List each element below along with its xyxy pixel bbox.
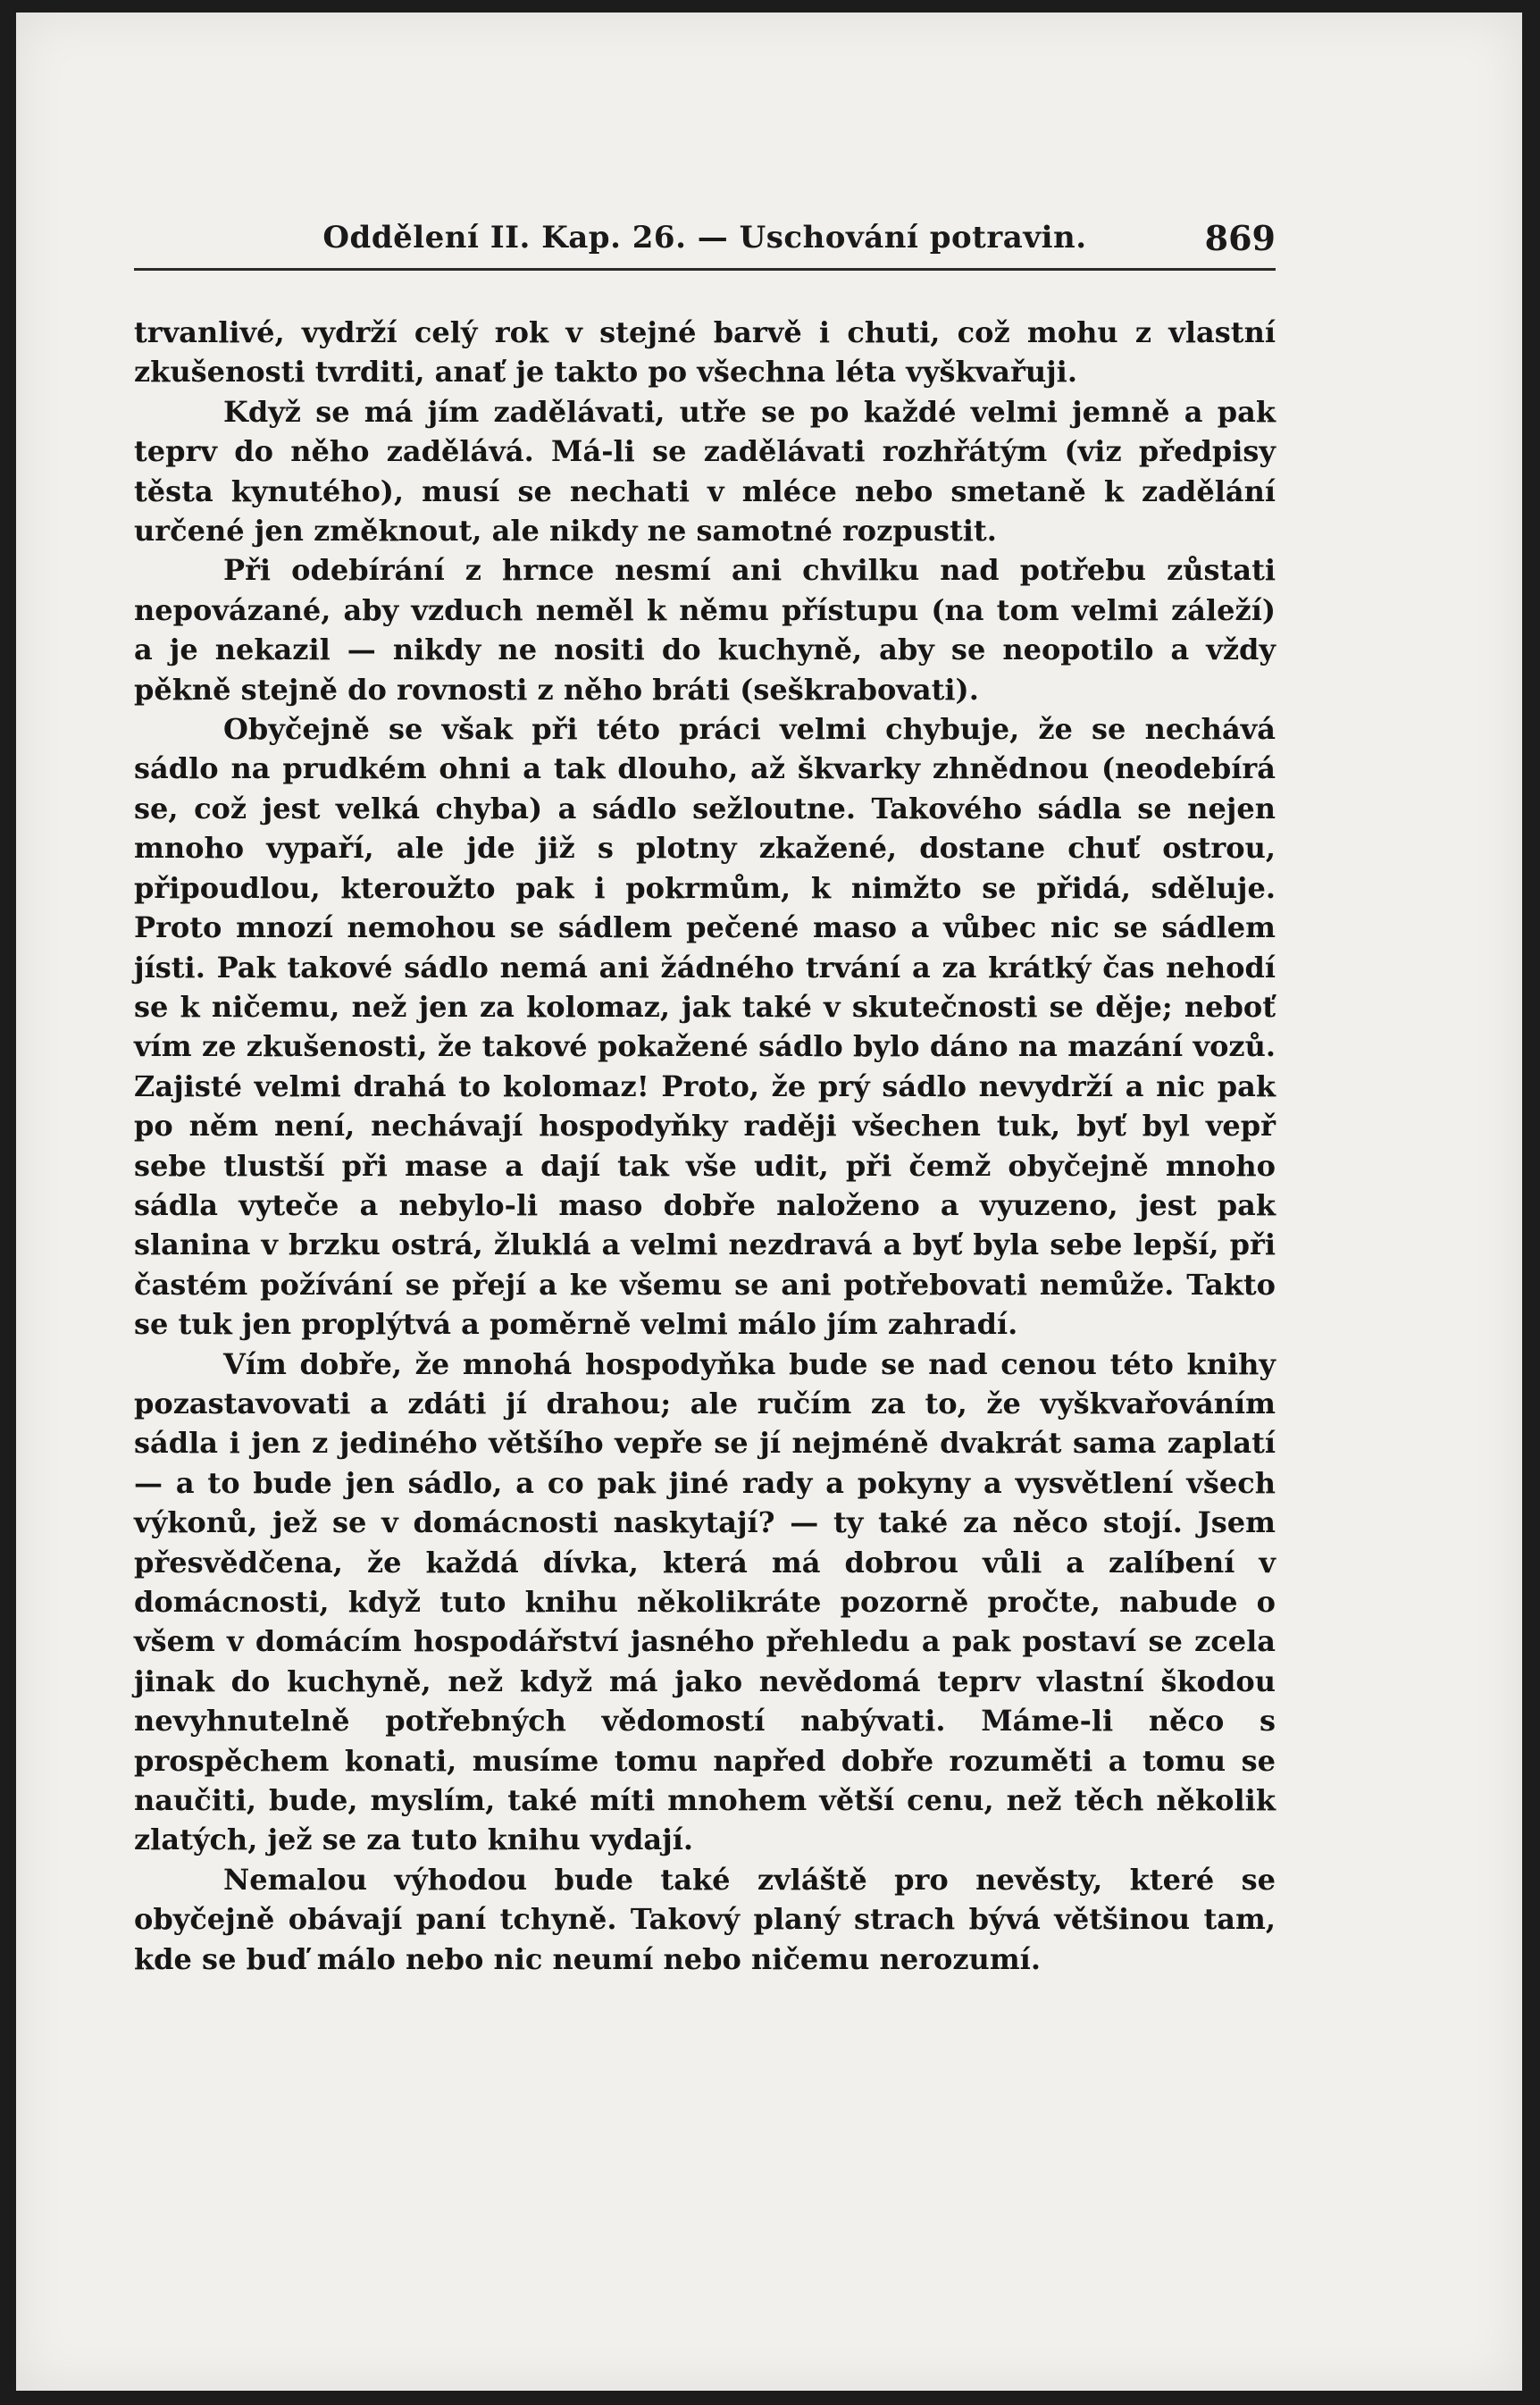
running-header [134,214,1276,268]
paragraph: Když se má jím zadělávati, utře se po každé velmi jemně a pak teprv do něho zadělává. Má-li se zadělávati rozhřátým (viz předpisy těsta kynutého), musí se nechati v mléce nebo smetaně k zadělání určené jen změknout, ale nikdy ne samotné rozpustit. [134,394,1276,549]
body-text [134,313,1276,1979]
paragraph: Nemalou výhodou bude také zvláště pro nevěsty, které se obyčejně obávají paní tchyně. Takový planý strach bývá většinou tam, kde se buď málo nebo nic neumí nebo ničemu nerozumí. [134,1862,1276,1976]
paragraph: Obyčejně se však při této práci velmi chybuje, že se nechává sádlo na prudkém ohni a tak dlouho, až škvarky zhnědnou (neodebírá se, což jest velká chyba) a sádlo sežloutne. Takového sádla se nejen mnoho vypaří, ale jde již s plotny zkažené, dostane chuť ostrou, připoudlou, kteroužto pak i pokrmům, k nimžto se přidá, sděluje. Proto mnozí nemohou se sádlem pečené maso a vůbec nic se sádlem jísti. Pak takové sádlo nemá ani žádného trvání a za krátký čas nehodí se k ničemu, než jen za kolomaz, jak také v skutečnosti se děje; neboť vím ze zkušenosti, že takové pokažené sádlo bylo dáno na mazání vozů. Zajisté velmi drahá to kolomaz! Proto, že prý sádlo nevydrží a nic pak po něm není, nechávají hospodyňky raději všechen tuk, byť byl vepř sebe tlustší při mase a dají tak vše udit, při čemž obyčejně mnoho sádla vyteče a nebylo-li maso dobře naloženo a vyuzeno, jest pak slanina v brzku ostrá, žluklá a velmi nezdravá a byť byla sebe lepší, při častém požívání se přejí a ke všemu se ani potřebovati nemůže. Takto se tuk jen proplýtvá a poměrně velmi málo jím zahradí. [134,712,1276,1342]
paragraph: Vím dobře, že mnohá hospodyňka bude se nad cenou této knihy pozastavovati a zdáti jí drahou; ale ručím za to, že vyškvařováním sádla i jen z jediného většího vepře se jí nejméně dvakrát sama zaplatí — a to bude jen sádlo, a co pak jiné rady a pokyny a vysvětlení všech výkonů, jež se v domácnosti naskytají? — ty také za něco stojí. Jsem přesvědčena, že každá dívka, která má dobrou vůli a zalíbení v domácnosti, když tuto knihu několikráte pozorně pročte, nabude o všem v domácím hospodářství jasného přehledu a pak postaví se zcela jinak do kuchyně, než když má jako nevědomá teprv vlastní škodou nevyhnutelně potřebných vědomostí nabývati. Máme-li něco s prospěchem konati, musíme tomu napřed dobře rozuměti a tomu se naučiti, bude, myslím, také míti mnohem větší cenu, než těch několik zlatých, jež se za tuto knihu vydají. [134,1346,1276,1857]
header-rule [134,268,1276,271]
paragraph: trvanlivé, vydrží celý rok v stejné barvě i chuti, což mohu z vlastní zkušenosti tvrditi, anať je takto po všechna léta vyškvařuji. [134,315,1276,390]
paragraph: Při odebírání z hrnce nesmí ani chvilku nad potřebu zůstati nepovázané, aby vzduch neměl k němu přístupu (na tom velmi záleží) a je nekazil — nikdy ne nositi do kuchyně, aby se neopotilo a vždy pěkně stejně do rovnosti z něho bráti (seškrabovati). [134,553,1276,707]
header-title: Oddělení II. Kap. 26. — Uschování potravin. [322,220,1087,256]
page-number: 869 [1204,218,1276,258]
